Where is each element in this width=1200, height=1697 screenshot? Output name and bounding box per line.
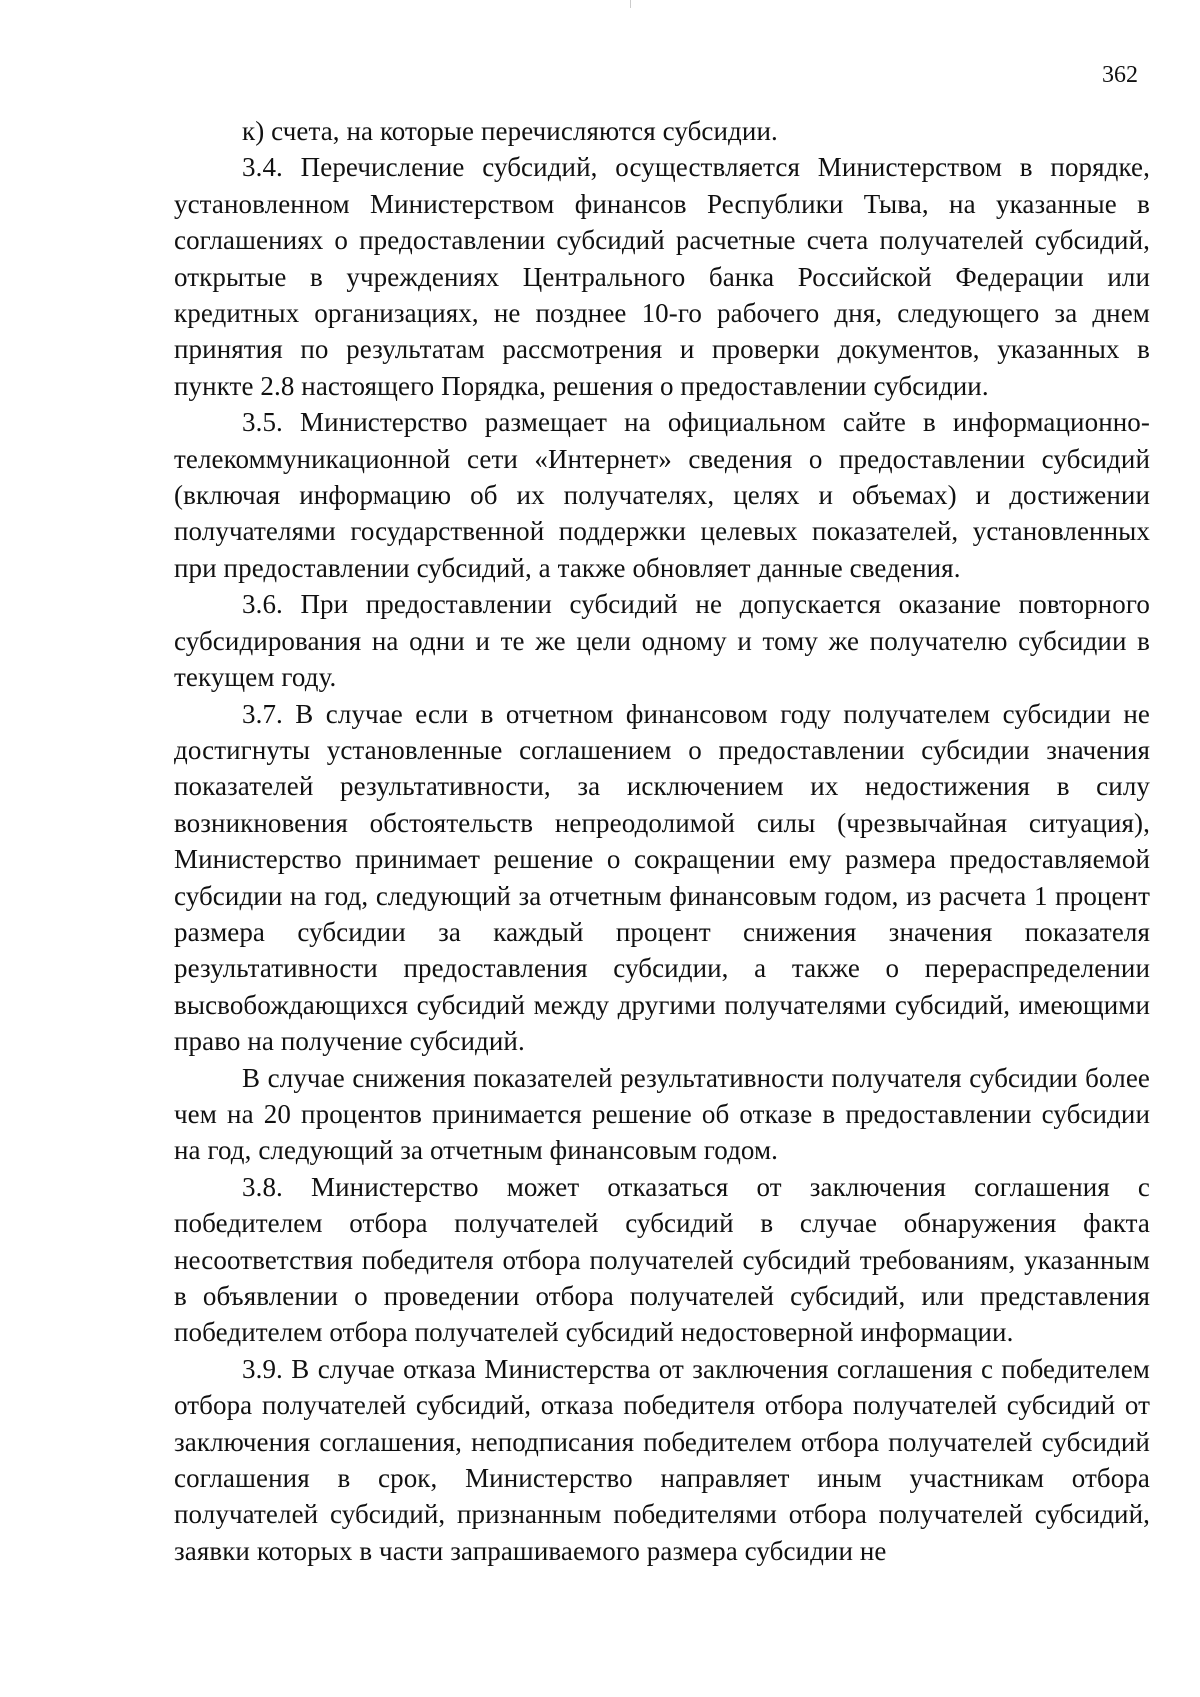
paragraph-3-8: 3.8. Министерство может отказаться от заключения соглашения с победителем отбора получателей субсидий в случае обнаружения факта несоответствия победителя отбора получателей субсидий требованиям, указанным в объявлении о проведении отбора получателей субсидий, или представления победителем отбора получателей субсидий недостоверной информации.	[174, 1171, 1150, 1348]
paragraph-3-4: 3.4. Перечисление субсидий, осуществляется Министерством в порядке, установленном Министерством финансов Республики Тыва, на указанные в соглашениях о предоставлении субсидий расчетные счета получателей субсидий, открытые в учреждениях Центрального банка Российской Федерации или кредитных организациях, не позднее 10-го рабочего дня, следующего за днем принятия по результатам рассмотрения и проверки документов, указанных в пункте 2.8 настоящего Порядка, решения о предоставлении субсидии.	[174, 152, 1150, 401]
paragraph-3-5: 3.5. Министерство размещает на официальном сайте в информационно-телекоммуникационной сети «Интернет» сведения о предоставлении субсидий (включая информацию об их получателях, целях и объемах) и достижении получателями государственной поддержки целевых показателей, установленных при предоставлении субсидий, а также обновляет данные сведения.	[174, 407, 1150, 583]
paragraph-3-6: 3.6. При предоставлении субсидий не допускается оказание повторного субсидирования на одни и те же цели одному и тому же получателю субсидии в текущем году.	[174, 589, 1150, 693]
paragraph-3-9: 3.9. В случае отказа Министерства от заключения соглашения с победителем отбора получателей субсидий, отказа победителя отбора получателей субсидий от заключения соглашения, неподписания победителем отбора получателей субсидий соглашения в срок, Министерство направляет иным участникам отбора получателей субсидий, признанным победителями отбора получателей субсидий, заявки которых в части запрашиваемого размера субсидии не	[174, 1353, 1150, 1566]
scan-artifact	[630, 0, 631, 8]
paragraph-item-k: к) счета, на которые перечисляются субсидии.	[242, 116, 778, 146]
document-body	[174, 113, 1150, 1569]
page-number: 362	[1102, 62, 1138, 88]
paragraph-3-7: 3.7. В случае если в отчетном финансовом году получателем субсидии не достигнуты установленные соглашением о предоставлении субсидии значения показателей результативности, за исключением их недостижения в силу возникновения обстоятельств непреодолимой силы (чрезвычайная ситуация), Министерство принимает решение о сокращении ему размера предоставляемой субсидии на год, следующий за отчетным финансовым годом, из расчета 1 процент размера субсидии за каждый процент снижения значения показателя результативности предоставления субсидии, а также о перераспределении высвобождающихся субсидий между другими получателями субсидий, имеющими право на получение субсидий.	[174, 698, 1150, 1057]
paragraph-3-7-continuation: В случае снижения показателей результативности получателя субсидии более чем на 20 процентов принимается решение об отказе в предоставлении субсидии на год, следующий за отчетным финансовым годом.	[174, 1062, 1150, 1166]
